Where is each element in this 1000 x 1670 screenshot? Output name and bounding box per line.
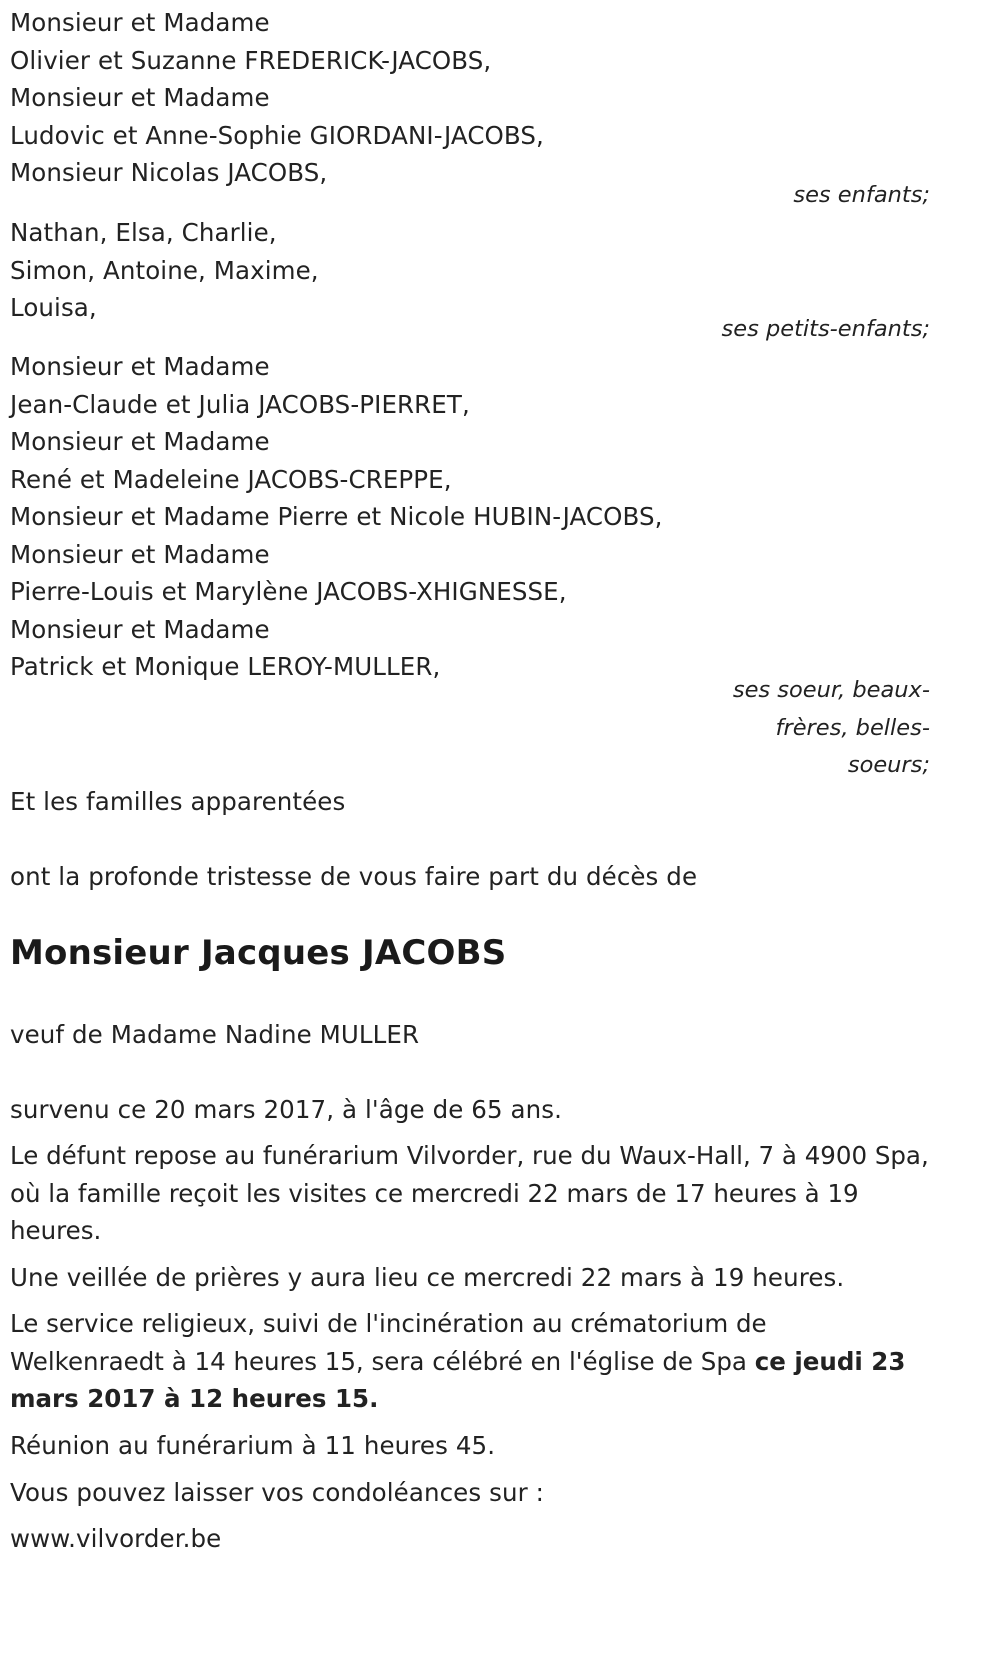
family-line: Monsieur Nicolas JACOBS, (10, 158, 328, 187)
family-line: Monsieur et Madame (10, 8, 270, 37)
service-paragraph (10, 1305, 925, 1418)
family-line: Monsieur et Madame (10, 83, 270, 112)
family-line: Monsieur et Madame (10, 427, 270, 456)
death-info: survenu ce 20 mars 2017, à l'âge de 65 ans. (10, 1095, 563, 1124)
family-line: Monsieur et Madame (10, 614, 270, 644)
role-siblings (530, 672, 930, 785)
family-line: Jean-Claude et Julia JACOBS-PIERRET, (10, 389, 470, 419)
grandchildren-section (10, 214, 930, 327)
family-line: Monsieur et Madame (10, 352, 270, 381)
siblings-section (10, 348, 930, 686)
family-line: Olivier et Suzanne FREDERICK-JACOBS, (10, 45, 492, 75)
repose-paragraph: Le défunt repose au funérarium Vilvorder, rue du Waux-Hall, 7 à 4900 Spa, où la famille reçoit les visites ce mercredi 22 mars de 17 heures à 19 heures. (10, 1141, 929, 1245)
family-line: René et Madeleine JACOBS-CREPPE, (10, 464, 452, 494)
family-line: Ludovic et Anne-Sophie GIORDANI-JACOBS, (10, 120, 544, 150)
role-children: ses enfants; (793, 182, 930, 208)
condolences-line: Vous pouvez laisser vos condoléances sur : (10, 1478, 545, 1507)
role-siblings-line: soeurs; (847, 752, 930, 778)
family-line: Pierre-Louis et Marylène JACOBS-XHIGNESSE, (10, 577, 567, 606)
announcement: ont la profonde tristesse de vous faire part du décès de (10, 862, 698, 891)
role-grandchildren: ses petits-enfants; (721, 316, 930, 342)
family-line: Monsieur et Madame (10, 539, 270, 569)
vigil-line: Une veillée de prières y aura lieu ce mercredi 22 mars à 19 heures. (10, 1263, 845, 1292)
family-line: Nathan, Elsa, Charlie, (10, 218, 277, 247)
family-line: Patrick et Monique LEROY-MULLER, (10, 652, 441, 681)
role-siblings-line: frères, belles- (775, 714, 930, 741)
family-line: Simon, Antoine, Maxime, (10, 255, 319, 285)
deceased-name: Monsieur Jacques JACOBS (10, 933, 507, 973)
reunion-line: Réunion au funérarium à 11 heures 45. (10, 1431, 496, 1460)
children-section (10, 4, 930, 192)
family-line: Louisa, (10, 293, 97, 322)
family-line: Monsieur et Madame Pierre et Nicole HUBIN-JACOBS, (10, 502, 663, 531)
role-siblings-line: ses soeur, beaux- (732, 677, 930, 703)
service-date-bold: ce jeudi 23 mars 2017 à 12 heures 15. (10, 1346, 906, 1413)
service-text: Le service religieux, suivi de l'incinération au crématorium de Welkenraedt à 14 heures 15, sera célébré en l'église de Spa (10, 1309, 767, 1376)
website-link[interactable]: www.vilvorder.be (10, 1524, 222, 1553)
widower-line: veuf de Madame Nadine MULLER (10, 1020, 420, 1049)
families-line: Et les familles apparentées (10, 787, 346, 816)
